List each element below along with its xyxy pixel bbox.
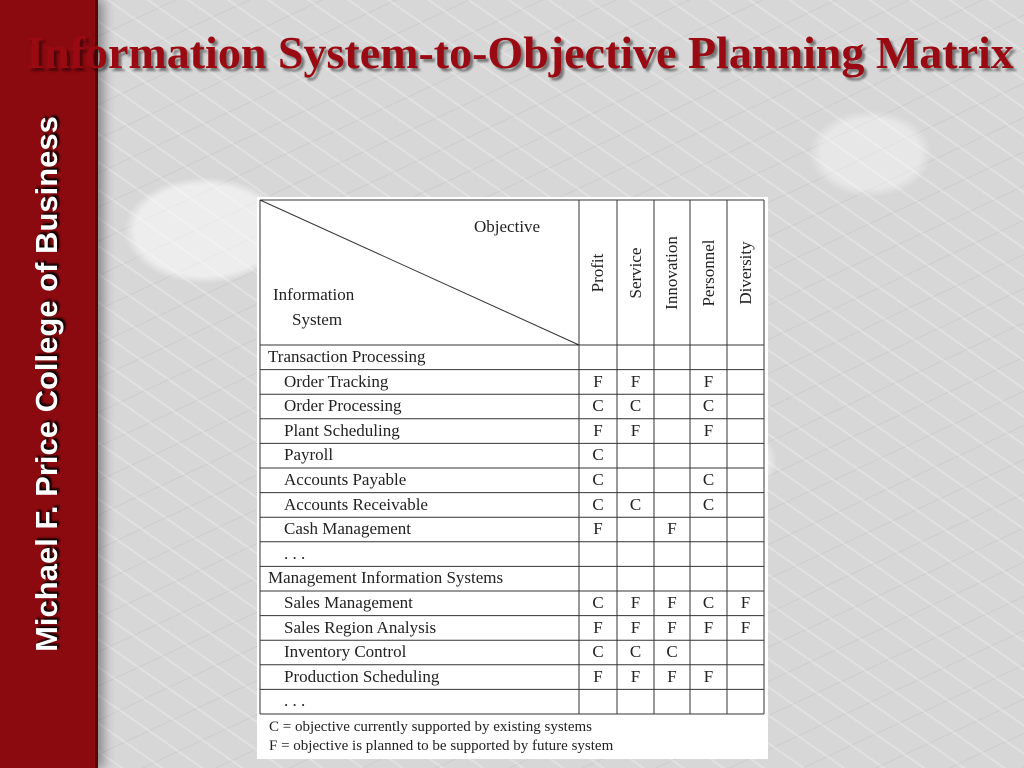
matrix-mark: F [630,666,641,686]
objective-header-profit: Profit [588,253,607,293]
matrix-mark: F [703,666,714,686]
system-row-label: . . . [284,691,306,711]
matrix-mark: F [593,666,603,686]
college-name: Michael F. Price College of Business [29,116,64,652]
matrix-mark: F [667,593,677,612]
group-row-label: Transaction Processing [268,347,426,366]
system-row-label: Order Tracking [284,371,389,391]
matrix-mark: C [629,396,642,416]
objective-header-service: Service [625,247,645,299]
matrix-mark: C [702,494,715,514]
matrix-mark: F [593,519,603,539]
system-row-label: Accounts Payable [284,470,407,489]
matrix-mark: C [592,396,604,416]
objective-header-personnel: Personnel [698,239,718,307]
system-row-label: Plant Scheduling [284,420,400,440]
objective-header-innovation: Innovation [662,236,681,310]
system-row-label: Payroll [284,445,334,465]
matrix-mark: F [667,617,677,637]
matrix-mark: C [592,494,604,514]
system-row-label: Sales Management [284,593,413,612]
corner-information-label: Information [273,285,355,304]
system-row-label: Sales Region Analysis [284,617,437,637]
matrix-mark: F [593,371,603,391]
matrix-mark: F [667,666,677,686]
matrix-mark: F [630,593,641,612]
matrix-mark: C [592,593,604,612]
matrix-mark: C [702,396,715,416]
objective-header-diversity: Diversity [735,241,755,305]
legend-current: C = objective currently supported by existing systems [269,719,592,735]
matrix-mark: C [666,642,678,662]
planning-matrix [257,197,768,759]
system-row-label: Cash Management [284,519,411,539]
system-row-label: . . . [284,543,306,563]
matrix-mark: F [593,617,603,637]
system-row-label: Accounts Receivable [284,494,428,514]
matrix-mark: C [702,593,715,612]
matrix-mark: F [703,420,714,440]
sidebar [0,0,98,768]
matrix-mark: F [703,371,714,391]
page-title: Information System-to-Objective Planning Matrix [26,27,1014,78]
legend-future: F = objective is planned to be supported by future system [269,738,614,754]
matrix-mark: F [740,617,751,637]
matrix-mark: C [592,642,604,662]
corner-objective-label: Objective [474,217,541,236]
group-row-label: Management Information Systems [268,568,504,588]
corner-system-label: System [292,310,343,329]
matrix-mark: C [629,494,642,514]
system-row-label: Production Scheduling [284,666,440,686]
system-row-label: Order Processing [284,396,402,416]
matrix-mark: C [592,445,604,465]
matrix-mark: F [630,420,641,440]
matrix-mark: F [630,371,641,391]
system-row-label: Inventory Control [284,642,407,662]
matrix-mark: C [702,470,715,489]
matrix-mark: F [740,593,751,612]
matrix-mark: F [593,420,603,440]
matrix-mark: C [629,642,642,662]
matrix-mark: F [703,617,714,637]
matrix-mark: C [592,470,604,489]
matrix-mark: F [667,519,677,539]
matrix-mark: F [630,617,641,637]
